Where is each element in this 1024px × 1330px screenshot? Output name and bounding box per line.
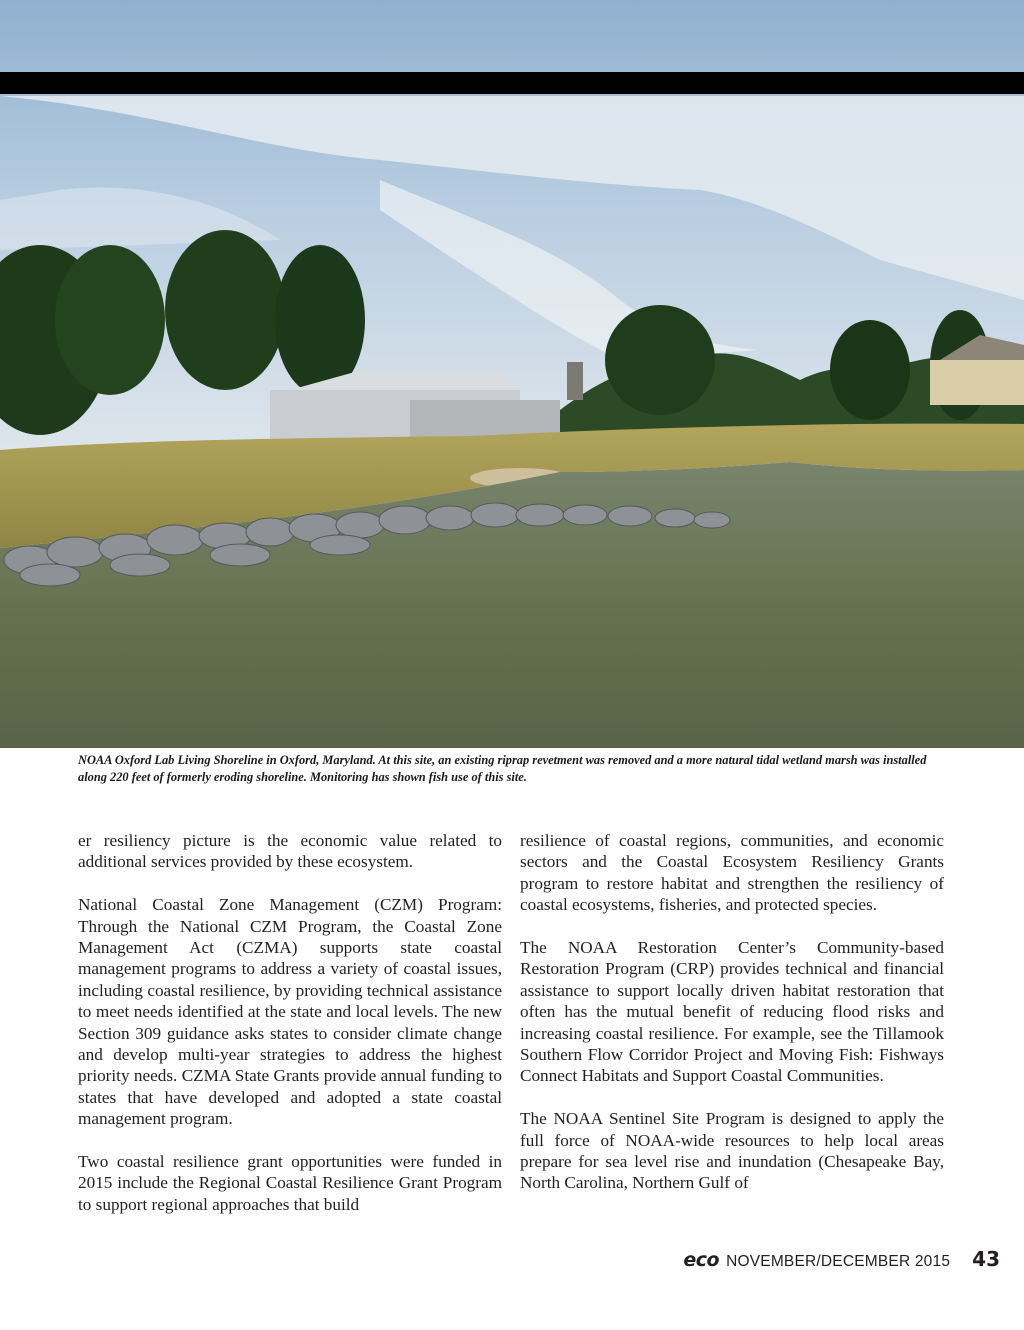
right-column: [520, 830, 944, 1194]
page-number: 43: [972, 1247, 1000, 1271]
photo-caption: NOAA Oxford Lab Living Shoreline in Oxford, Maryland. At this site, an existing riprap revetment was removed and a more natural tidal wetland marsh was installed along 220 feet of formerly eroding shoreline. Monitoring has shown fish use of this site.: [78, 753, 927, 784]
paragraph: National Coastal Zone Management (CZM) Program: Through the National CZM Program, the Coastal Zone Management Act (CZMA) supports state coastal management programs to address a variety of coastal issues, including coastal resilience, by providing technical assistance to meet needs identified at the state and local levels. The new Section 309 guidance asks states to consider climate change and develop multi-year strategies to address the highest priority needs. CZMA State Grants provide annual funding to states that have developed and adopted a state coastal management program.: [78, 895, 502, 1129]
paragraph: er resiliency picture is the economic value related to additional services provided by these ecosystem.: [78, 831, 502, 872]
paragraph: Two coastal resilience grant opportunities were funded in 2015 include the Regional Coastal Resilience Grant Program to support regional approaches that build: [78, 1152, 502, 1214]
left-column: [78, 830, 502, 1215]
paragraph: The NOAA Restoration Center’s Community-based Restoration Program (CRP) provides technical and financial assistance to support locally driven habitat restoration that often has the mutual benefit of reducing flood risks and increasing coastal resilience. For example, see the Tillamook Southern Flow Corridor Project and Moving Fish: Fishways Connect Habitats and Support Coastal Communities.: [520, 938, 944, 1086]
page-footer: [0, 1247, 1000, 1271]
paragraph: The NOAA Sentinel Site Program is designed to apply the full force of NOAA-wide resources to help local areas prepare for sea level rise and inundation (Chesapeake Bay, North Carolina, Northern Gulf of: [520, 1109, 944, 1193]
paragraph: resilience of coastal regions, communities, and economic sectors and the Coastal Ecosystem Resiliency Grants program to restore habitat and strengthen the resiliency of coastal ecosystems, fisheries, and protected species.: [520, 831, 944, 915]
issue-date: NOVEMBER/DECEMBER 2015: [726, 1253, 951, 1270]
header-bar: [0, 72, 1024, 94]
magazine-logo: eco: [683, 1249, 720, 1271]
